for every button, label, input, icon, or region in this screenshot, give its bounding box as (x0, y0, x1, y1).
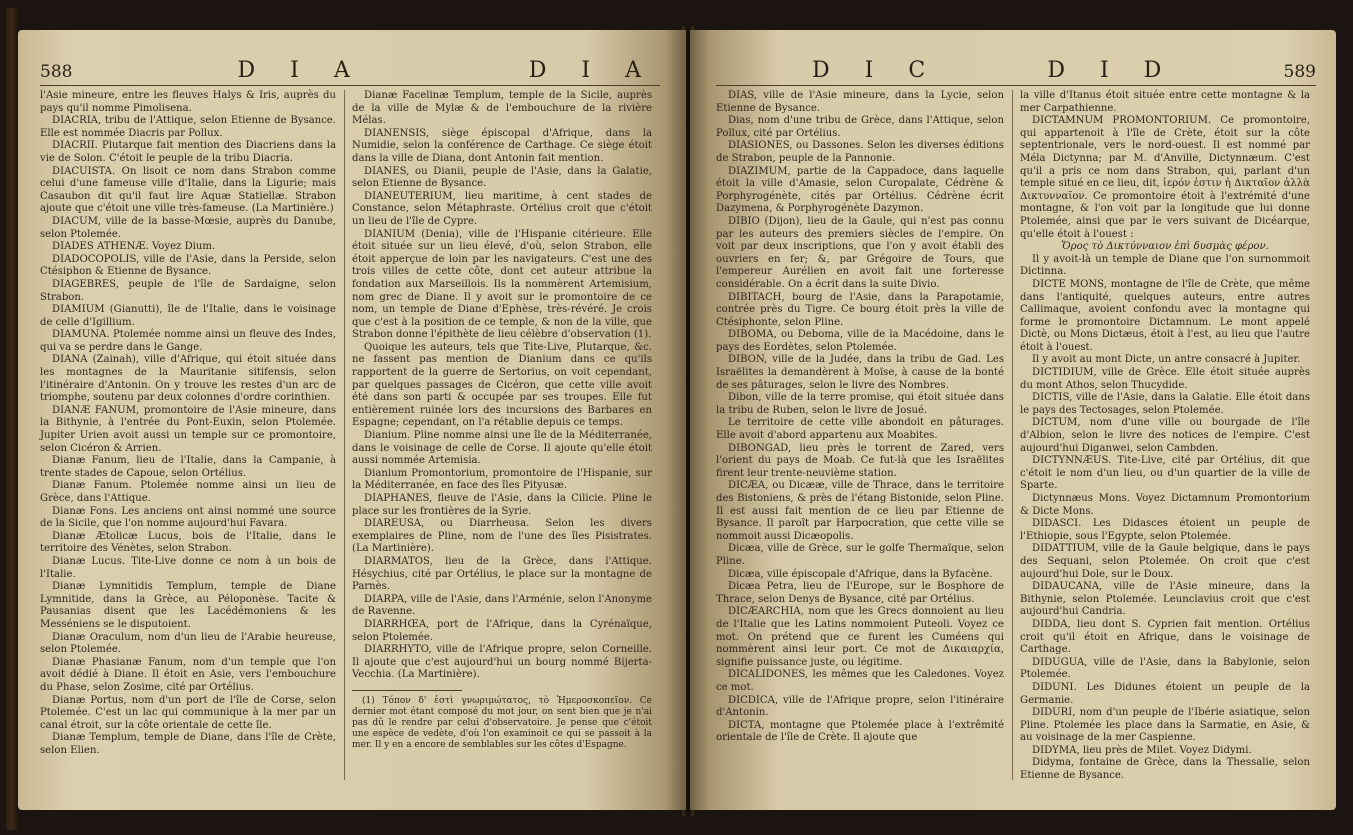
entry: DIDURI, nom d'un peuple de l'Ibérie asiatique, selon Pline. Ptolemée les place dans la Sarmatie, en Asie, & au voisinage de la mer Caspienne. (1020, 707, 1310, 744)
entry: DICALIDONES, les mêmes que les Caledones. Voyez ce mot. (716, 669, 1004, 693)
open-book (6, 8, 1347, 830)
entry: DIBON, ville de la Judée, dans la tribu de Gad. Les Israëlites la demandèrent à Moïse, à cause de la bonté de ses pâturages, selon le livre des Nombres. (716, 354, 1004, 391)
entry: Dianæ Phasianæ Fanum, nom d'un temple que l'on avoit dédié à Diane. Il étoit en Asie, vers l'embouchure du Phase, selon Zosime, cité par Ortélius. (40, 656, 336, 693)
entry: DIACUM, ville de la basse-Mœsie, auprès du Danube, selon Ptolemée. (40, 215, 336, 240)
entry: la ville d'Itanus étoit située entre cette montagne & la mer Carpathienne. (1020, 90, 1310, 114)
left-column-2 (352, 90, 652, 790)
page-number: 589 (1283, 62, 1316, 82)
entry: Dianæ Fons. Les anciens ont ainsi nommé une source de la Sicile, que l'on nomme aujourd'hui Favara. (40, 505, 336, 530)
entry: DIAMIUM (Gianutti), île de l'Italie, dans le voisinage de celle d'Igillium. (40, 304, 336, 328)
running-head: D I A (237, 58, 364, 83)
entry: DIACUISTA. On lisoit ce nom dans Strabon comme celui d'une fameuse ville d'Italie, dans la Ligurie; mais Casaubon dit qu'il faut lire Aquæ Statiellæ. Strabon ajoute que c'étoit une ville très-fameuse. (La Martinière.) (40, 165, 336, 215)
entry: DIASIONES, ou Dassones. Selon les diverses éditions de Strabon, peuple de la Pannonie. (716, 140, 1004, 164)
footnote-rule (352, 690, 462, 691)
footnote (352, 696, 652, 751)
entry: DICTUM, nom d'une ville ou bourgade de l'île d'Albion, selon le livre des notices de l'empire. C'est aujourd'hui Diganwei, selon Cambden. (1020, 417, 1310, 454)
footnote-text: (1) Τόπον δ' ἐστὶ γνωριμώτατος, τὸ Ἡμεροσκοπεῖον. Ce dernier mot étant composé du mot jour, on sent bien que je n'ai pas dû le rendre par celui d'observatoire. Je pense que c'étoit une espèce de vedète, d'où l'on examinoit ce qui se passoit à la mer. Il y en a encore de semblables sur les côtes d'Espagne. (352, 695, 652, 750)
entry: DIANES, ou Dianii, peuple de l'Asie, dans la Galatie, selon Etienne de Bysance. (352, 165, 652, 190)
right-column-1 (716, 90, 1004, 790)
entry: DIDYMA, lieu près de Milet. Voyez Didymi. (1032, 744, 1252, 756)
entry: DIACRIA, tribu de l'Attique, selon Etienne de Bysance. Elle est nommée Diacris par Pollux. (40, 115, 336, 139)
entry: DIADOCOPOLIS, ville de l'Asie, dans la Perside, selon Ctésiphon & Etienne de Bysance. (40, 253, 336, 278)
entry: Il y avoit-là un temple de Diane que l'on surnommoit Dictinna. (1020, 253, 1310, 278)
entry: DIDAUCANA, ville de l'Asie mineure, dans la Bithynie, selon Ptolemée. Leunclavius croit que c'est aujourd'hui Candria. (1020, 581, 1310, 618)
column-rule (1012, 90, 1013, 780)
entry: DICTA, montagne que Ptolemée place à l'extrêmité orientale de l'île de Crète. Il ajoute que (716, 719, 1004, 744)
entry: Dianæ Oraculum, nom d'un lieu de l'Arabie heureuse, selon Ptolemée. (40, 631, 336, 656)
page-number: 588 (40, 62, 73, 82)
entry: Dicæa, ville de Grèce, sur le golfe Thermaïque, selon Pline. (716, 543, 1004, 567)
entry: Dianæ Ætolicæ Lucus, bois de l'Italie, dans le territoire des Vénètes, selon Strabon. (40, 530, 336, 555)
entry: DICTIDIUM, ville de Grèce. Elle étoit située auprès du mont Athos, selon Thucydide. (1020, 367, 1310, 391)
right-column-2 (1020, 90, 1310, 790)
entry: DIANEUTERIUM, lieu maritime, à cent stades de Constance, selon Métaphraste. Ortélius croit que c'étoit un lieu de l'île de Cypre. (352, 190, 652, 227)
entry: Didyma, fontaine de Grèce, dans la Thessalie, selon Etienne de Bysance. (1020, 757, 1310, 782)
entry: DIANA (Zainah), ville d'Afrique, qui étoit située dans les montagnes de la Mauritanie sitifensis, selon l'itinéraire d'Antonin. On y trouve les restes d'un arc de triomphe, soutenu par deux colonnes d'ordre corinthien. (40, 354, 336, 404)
right-page (690, 30, 1336, 810)
entry: DIANENSIS, siège épiscopal d'Afrique, dans la Numidie, selon la conférence de Carthage. Ce siège étoit dans la ville de Diana, dont Antonin fait mention. (352, 127, 652, 164)
entry: Dictynnæus Mons. Voyez Dictamnum Promontorium & Dicte Mons. (1020, 493, 1310, 517)
entry: DIARPA, ville de l'Asie, dans l'Arménie, selon l'Anonyme de Ravenne. (352, 593, 652, 618)
entry: DIAREUSA, ou Diarrheusa. Selon les divers exemplaires de Pline, nom de l'une des îles Pisistrates. (La Martinière). (352, 518, 652, 555)
entry: Dianæ Fanum. Ptolemée nomme ainsi un lieu de Grèce, dans l'Attique. (40, 480, 336, 504)
entry: DICTIS, ville de l'Asie, dans la Galatie. Elle étoit dans le pays des Tectosages, selon Ptolemée. (1020, 392, 1310, 416)
entry: DIAGEBRES, peuple de l'île de Sardaigne, selon Strabon. (40, 278, 336, 303)
entry: DICTYNNÆUS. Tite-Live, cité par Ortélius, dit que c'étoit le nom d'un lieu, ou d'un quartier de la ville de Sparte. (1020, 455, 1310, 492)
entry: DIBITACH, bourg de l'Asie, dans la Parapotamie, contrée près du Tigre. Ce bourg étoit près la ville de Ctésiphonte, selon Pline. (716, 291, 1004, 328)
entry: l'Asie mineure, entre les fleuves Halys & Iris, auprès du pays qu'il nomme Pimolisena. (40, 90, 336, 114)
entry: Dicæa, ville épiscopale d'Afrique, dans la Byfacène. (728, 568, 993, 580)
entry: DIAPHANES, fleuve de l'Asie, dans la Cilicie. Pline le place sur les frontières de la Syrie. (352, 493, 652, 517)
entry: Dianæ Templum, temple de Diane, dans l'île de Crète, selon Elien. (40, 732, 336, 756)
entry: Dibon, ville de la terre promise, qui étoit située dans la tribu de Ruben, selon le livre de Josué. (716, 392, 1004, 416)
entry: DIBONGAD, lieu près le torrent de Zared, vers l'orient du pays de Moab. Ce fut-là que les Israëlites firent leur trente-neuvième station. (716, 442, 1004, 479)
entry: Dianæ Facelinæ Templum, temple de la Sicile, auprès de la ville de Mylæ & de l'embouchure de la rivière Mélas. (352, 90, 652, 127)
entry: DICÆARCHIA, nom que les Grecs donnoient au lieu de l'Italie que les Latins nommoient Puteoli. Voyez ce mot. On prétend que ce furent les Cuméens qui nommèrent ainsi leur port. Ce mot de Δικαιαρχία, signifie puissance juste, ou légitime. (716, 606, 1004, 668)
entry: Dianæ Portus, nom d'un port de l'île de Corse, selon Ptolemée. C'est un lac qui communique à la mer par un canal étroit, sur la côte orientale de cette île. (40, 694, 336, 731)
entry: Dianæ Lymnitidis Templum, temple de Diane Lymnitide, dans la Grèce, au Péloponèse. Tacite & Pausanias disent que les Lacédémoniens & les Messéniens se le disputoient. (40, 581, 336, 630)
entry: DIADES ATHENÆ. Voyez Dium. (52, 241, 216, 253)
left-page (18, 30, 686, 810)
entry: DICTAMNUM PROMONTORIUM. Ce promontoire, qui appartenoit à l'île de Crète, étoit sur la côte septentrionale, vers le nord-ouest. Il est nommé par Méla Dictynna; par M. d'Anville, Dictynnæum. C'est qu'il a pris ce nom dans Strabon, qui, parlant d'un temple situé en ce lieu, dit, ἱερόν ἐστιν ἡ Δικταῖον ἀλλὰ Δικτυνναῖον. Ce promontoire étoit à l'extrémité d'une montagne, & l'on voit par la longitude que lui donne Ptolemée, ainsi que par le vers suivant de Dicéarque, qu'elle étoit à l'ouest : (1020, 115, 1310, 240)
entry: DIAMUNA. Ptolemée nomme ainsi un fleuve des Indes, qui va se perdre dans le Gange. (40, 329, 336, 353)
entry: DIBIO (Dijon), lieu de la Gaule, qui n'est pas connu par les auteurs des premiers siècles de l'empire. On voit par deux inscriptions, que l'on y avoit établi des ouvriers en fer; &, par Grégoire de Tours, que l'empereur Aurélien en avoit fait une forteresse considérable. On a écrit dans la suite Divio. (716, 215, 1004, 290)
entry: DIANÆ FANUM, promontoire de l'Asie mineure, dans la Bithynie, à l'entrée du Pont-Euxin, selon Ptolemée. Jupiter Urien avoit aussi un temple sur ce promontoire, selon Cicéron & Arrien. (40, 404, 336, 454)
header-rule (716, 85, 1316, 86)
running-head: D I D (1047, 58, 1176, 83)
entry: Le territoire de cette ville abondoit en pâturages. Elle avoit d'abord appartenu aux Moabites. (716, 417, 1004, 442)
entry: Il y avoit au mont Dicte, un antre consacré à Jupiter. (1032, 354, 1301, 366)
entry: DICTE MONS, montagne de l'île de Crète, que même dans l'antiquité, quelques auteurs, entre autres Callimaque, avoient confondu avec la montagne qui forme le promontoire Dictamnum. Le mont appelé Dictè, ou Mons Dictæus, étoit à l'est, au lieu que l'autre étoit à l'ouest. (1020, 278, 1310, 353)
entry: DIARMATOS, lieu de la Grèce, dans l'Attique. Hésychius, cité par Ortélius, le place sur la montagne de Parnès. (352, 555, 652, 593)
running-head: D I A (528, 58, 655, 83)
column-rule (344, 90, 345, 780)
entry: DIDUNI. Les Didunes étoient un peuple de la Germanie. (1020, 681, 1310, 706)
entry: Dianium Promontorium, promontoire de l'Hispanie, sur la Méditerranée, en face des îles Pityusæ. (352, 467, 652, 492)
entry: Dicæa Petra, lieu de l'Europe, sur le Bosphore de Thrace, selon Denys de Bysance, cité par Ortélius. (716, 581, 1004, 605)
entry: Dianium. Pline nomme ainsi une île de la Méditerranée, dans le voisinage de celle de Corse. Il ajoute qu'elle étoit aussi nommée Artemisia. (352, 430, 652, 467)
entry: DIARRHYTO, ville de l'Afrique propre, selon Corneille. Il ajoute que c'est aujourd'hui un bourg nommé Bijerta-Vecchia. (La Martinière). (352, 644, 652, 681)
running-head: D I C (812, 58, 940, 83)
entry: Dianæ Fanum, lieu de l'Italie, dans la Campanie, à trente stades de Capoue, selon Ortélius. (40, 455, 336, 479)
greek-verse: Ὄρος τὸ Δικτύνναιον ἐπὶ δυσμὰς φέρον. (1061, 241, 1269, 253)
entry: Dianæ Lucus. Tite-Live donne ce nom à un bois de l'Italie. (40, 555, 336, 580)
entry: DIDUGUA, ville de l'Asie, dans la Babylonie, selon Ptolemée. (1020, 656, 1310, 681)
entry: DIAZIMUM, partie de la Cappadoce, dans laquelle étoit la ville d'Amasie, selon Curopalate, Cédrène & Porphyrogénète, cités par Ortélius. Cédrène écrit Dazymena, & Porphyrogénète Dazymon. (716, 165, 1004, 215)
entry: DIDASCI. Les Didasces étoient un peuple de l'Ethiopie, sous l'Egypte, selon Ptolemée. (1020, 518, 1310, 542)
entry: DIACRII. Plutarque fait mention des Diacriens dans la vie de Solon. C'étoit le peuple de la tribu Diacria. (40, 140, 336, 164)
entry: DICÆA, ou Dicææ, ville de Thrace, dans le territoire des Bistoniens, & près de l'étang Bistonide, selon Pline. Il est aussi fait mention de ce lieu par Etienne de Bysance. Il paroît par Harpocration, que cette ville se nommoit aussi Dicæopolis. (716, 480, 1004, 542)
left-page-header (40, 58, 655, 84)
entry: DIARRHŒA, port de l'Afrique, dans la Cyrénaïque, selon Ptolemée. (352, 618, 652, 643)
entry: DIANIUM (Denia), ville de l'Hispanie citérieure. Elle étoit située sur un lieu élevé, d'où, selon Strabon, elle étoit apperçue de loin par les navigateurs. C'est une des trois villes de cette côte, dont cet auteur attribue la fondation aux Marseillois. Ils la nommèrent Artemisium, nom grec de Diane. Il y avoit sur le promontoire de ce nom, un temple de Diane d'Ephèse, très-révéré. Je crois que c'est à la position de ce temple, & non de la ville, que Strabon donne l'épithète de lieu célèbre d'observation (1). (352, 228, 652, 341)
entry: DIAS, ville de l'Asie mineure, dans la Lycie, selon Etienne de Bysance. (716, 90, 1004, 114)
entry: DIBOMA, ou Deboma, ville de la Macédoine, dans le pays des Eordètes, selon Ptolemée. (716, 329, 1004, 353)
left-column-1 (40, 90, 336, 790)
header-rule (40, 85, 660, 86)
entry: DICDICA, ville de l'Afrique propre, selon l'itinéraire d'Antonin. (716, 694, 1004, 719)
right-page-header (716, 58, 1316, 84)
entry: Dias, nom d'une tribu de Grèce, dans l'Attique, selon Pollux, cité par Ortélius. (716, 115, 1004, 139)
entry: DIDATTIUM, ville de la Gaule belgique, dans le pays des Sequani, selon Ptolemée. On croit que c'est aujourd'hui Dole, sur le Doux. (1020, 543, 1310, 580)
entry: DIDDA, lieu dont S. Cyprien fait mention. Ortélius croit qu'il étoit en Afrique, dans le voisinage de Carthage. (1020, 618, 1310, 656)
entry: Quoique les auteurs, tels que Tite-Live, Plutarque, &c. ne fassent pas mention de Dianium dans ce qu'ils rapportent de la guerre de Sertorius, on voit cependant, par quelques passages de Cicéron, que cette ville avoit été dans son parti & occupée par ses troupes. Elle fut entièrement ruinée lors des incursions des Barbares en Espagne; cependant, on l'a rétablie depuis ce temps. (352, 341, 652, 429)
